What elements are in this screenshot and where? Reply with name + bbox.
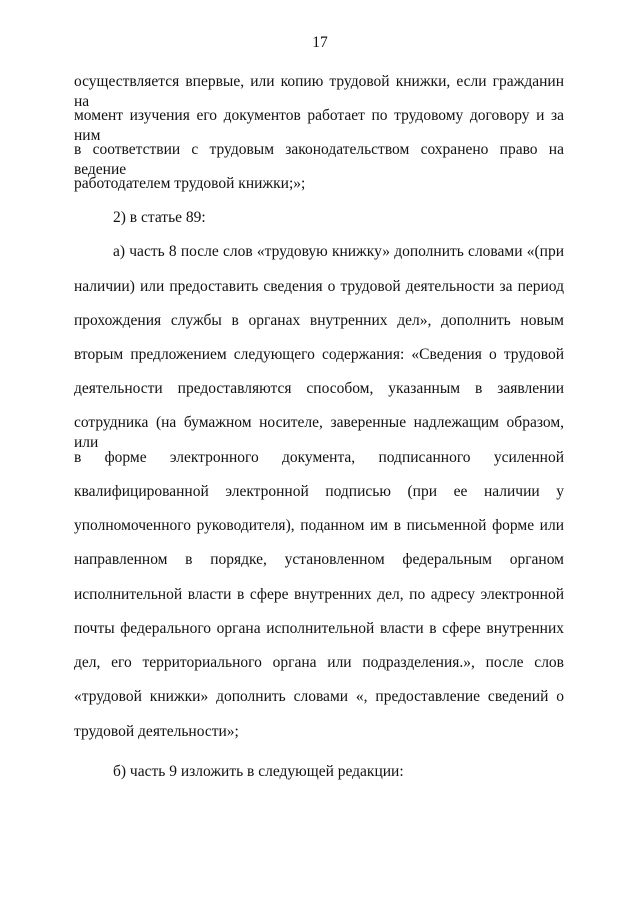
text-line: направленном в порядке, установленном федеральным органом (74, 551, 564, 568)
text-line: наличии) или предоставить сведения о трудовой деятельности за период (74, 278, 564, 295)
text-line: исполнительной власти в сфере внутренних дел, по адресу электронной (74, 586, 564, 603)
page-number: 17 (312, 34, 328, 51)
text-line: трудовой деятельности»; (74, 723, 239, 740)
text-line: уполномоченного руководителя), поданном им в письменной форме или (74, 517, 564, 534)
text-line: сотрудника (на бумажном носителе, заверенные надлежащим образом, или (74, 414, 564, 451)
text-line: работодателем трудовой книжки;»; (74, 175, 306, 192)
text-line: квалифицированной электронной подписью (при ее наличии у (74, 483, 564, 500)
text-line: в форме электронного документа, подписанного усиленной (74, 449, 564, 466)
text-line: почты федерального органа исполнительной власти в сфере внутренних (74, 620, 564, 637)
text-line: «трудовой книжки» дополнить словами «, предоставление сведений о (74, 688, 564, 705)
text-line: осуществляется впервые, или копию трудовой книжки, если гражданин на (74, 73, 564, 110)
text-line: 2) в статье 89: (113, 209, 206, 226)
text-line: деятельности предоставляются способом, указанным в заявлении (74, 380, 564, 397)
text-line: момент изучения его документов работает по трудовому договору и за ним (74, 107, 564, 144)
text-line: вторым предложением следующего содержания: «Сведения о трудовой (74, 346, 564, 363)
text-line: б) часть 9 изложить в следующей редакции: (113, 763, 404, 780)
text-line: а) часть 8 после слов «трудовую книжку» дополнить словами «(при (113, 243, 564, 260)
text-line: прохождения службы в органах внутренних дел», дополнить новым (74, 312, 564, 329)
text-line: дел, его территориального органа или подразделения.», после слов (74, 654, 564, 671)
text-line: в соответствии с трудовым законодательством сохранено право на ведение (74, 141, 564, 178)
